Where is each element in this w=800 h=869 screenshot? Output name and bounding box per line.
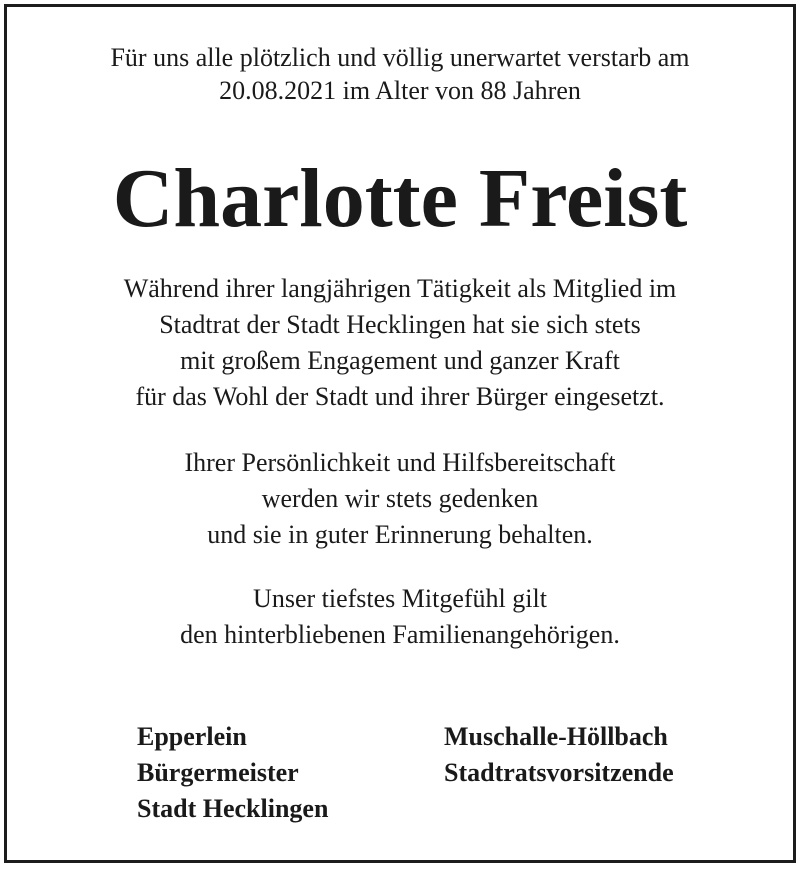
signatory-name: Muschalle-Höllbach	[444, 722, 668, 751]
signatory-title: Bürgermeister	[137, 758, 299, 787]
intro-line: Für uns alle plötzlich und völlig unerwartet verstarb am	[110, 43, 690, 72]
intro-text	[7, 41, 793, 107]
paragraph-line: Ihrer Persönlichkeit und Hilfsbereitschaft	[184, 448, 616, 477]
deceased-name: Charlotte Freist	[112, 152, 688, 245]
paragraph-line: Stadtrat der Stadt Hecklingen hat sie sich stets	[159, 310, 641, 339]
tribute-paragraph	[7, 271, 793, 415]
signatory-organization: Stadt Hecklingen	[137, 794, 329, 823]
paragraph-line: werden wir stets gedenken	[261, 484, 539, 513]
signatory-name: Epperlein	[137, 722, 247, 751]
paragraph-line: mit großem Engagement und ganzer Kraft	[180, 346, 620, 375]
paragraph-line: und sie in guter Erinnerung behalten.	[207, 520, 593, 549]
obituary-notice	[4, 4, 796, 863]
condolence-paragraph	[7, 581, 793, 653]
paragraph-line: Während ihrer langjährigen Tätigkeit als Mitglied im	[123, 274, 677, 303]
signature-right	[444, 719, 674, 791]
intro-line: 20.08.2021 im Alter von 88 Jahren	[219, 76, 581, 105]
signature-left	[137, 719, 328, 827]
signatory-title: Stadtratsvorsitzende	[444, 758, 674, 787]
paragraph-line: Unser tiefstes Mitgefühl gilt	[253, 584, 547, 613]
paragraph-line: den hinterbliebenen Familienangehörigen.	[180, 620, 620, 649]
paragraph-line: für das Wohl der Stadt und ihrer Bürger eingesetzt.	[135, 382, 665, 411]
remembrance-paragraph	[7, 445, 793, 553]
